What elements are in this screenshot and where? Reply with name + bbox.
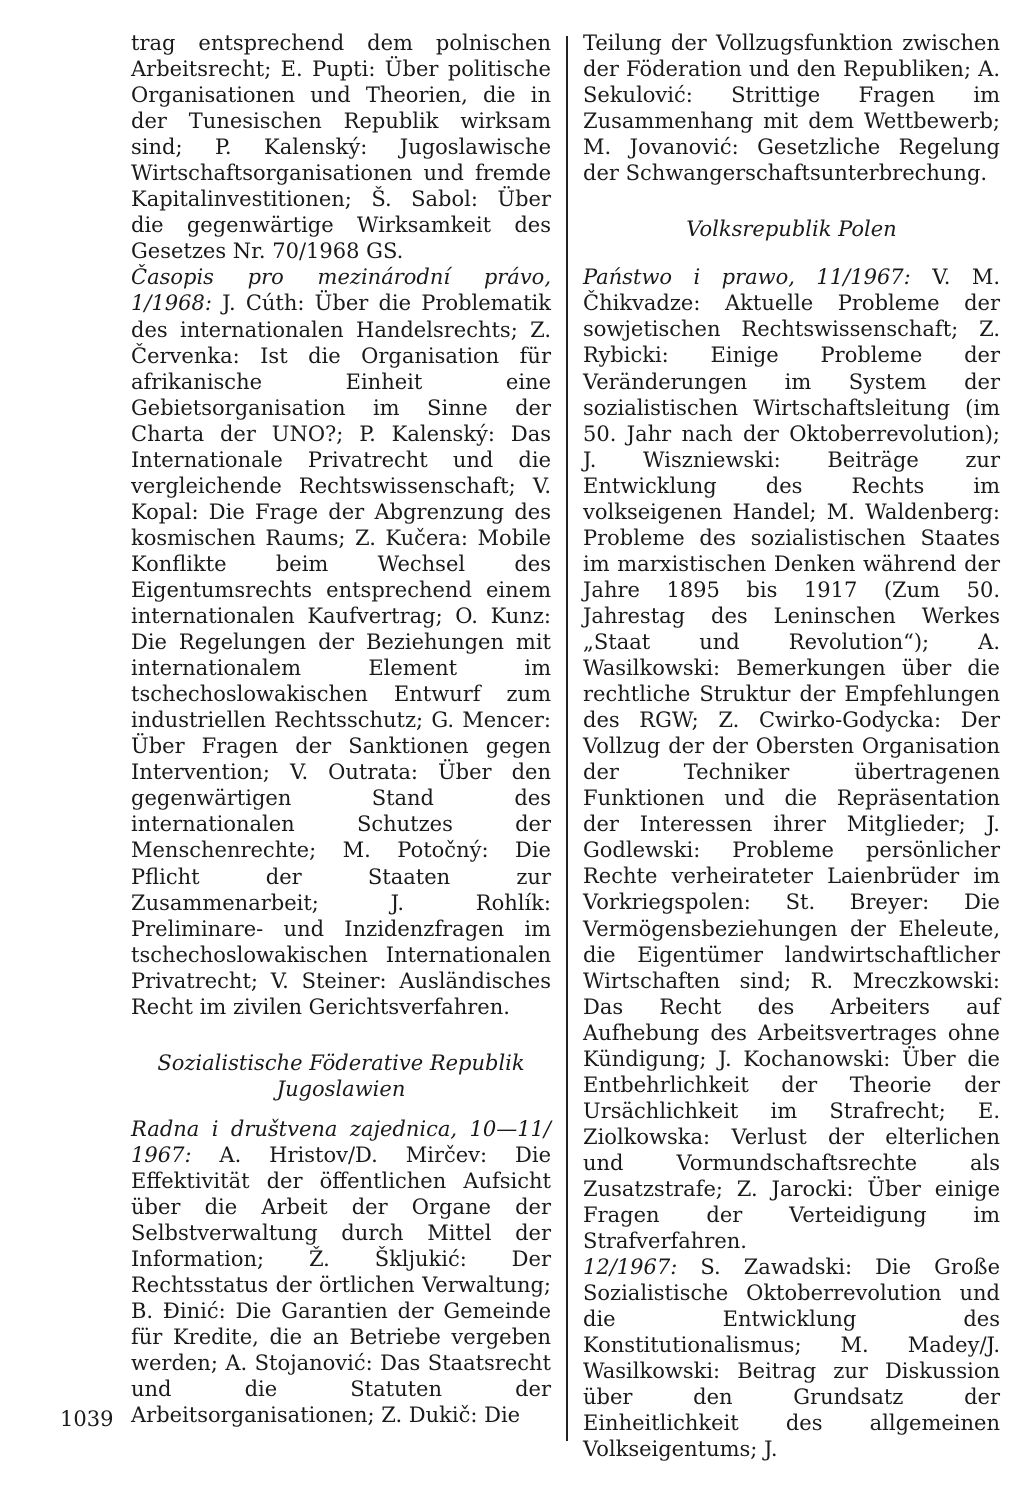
source-contents-radna: A. Hristov/D. Mirčev: Die Effektivität der öffentlichen Aufsicht über die Arbeit der Organe der Selbstverwaltung durch Mittel der Information; Ž. Škljukić: Der Rechtsstatus der örtlichen Verwaltung; B. Đinić: Die Garantien der Gemeinde für Kredite, die an Betriebe vergeben werden; A. Stojanović: Das Staatsrecht und die Statuten der Arbeitsorganisationen; Z. Dukič: Die xyxy=(131,1142,551,1428)
paragraph-radna xyxy=(131,1116,551,1429)
section-heading-polen: Volksrepublik Polen xyxy=(686,217,897,242)
paragraph-panstwo-11 xyxy=(583,264,1000,1254)
source-title-panstwo-11: Państwo i prawo, 11/1967: xyxy=(583,265,911,290)
source-contents-panstwo-11: V. M. Čhikvadze: Aktuelle Probleme der sowjetischen Rechtswissenschaft; Z. Rybicki: Einige Probleme der Veränderungen im System der sozialistischen Wirtschaftsleitung (im 50. Jahr nach der Oktoberrevolution); J. Wiszniewski: Beiträge zur Entwicklung des Rechts im volkseigenen Handel; M. Waldenberg: Probleme des sozialistischen Staates im marxistischen Denken während der Jahre 1895 bis 1917 (Zum 50. Jahrestag des Leninschen Werkes „Staat und Revolution“); A. Wasilkowski: Bemerkungen über die rechtliche Struktur der Empfehlungen des RGW; Z. Cwirko-Godycka: Der Vollzug der der Obersten Organisation der Techniker übertragenen Funktionen und die Repräsentation der Interessen ihrer Mitglieder; J. Godlewski: Probleme persönlicher Rechte verheirateter Laienbrüder im Vorkriegspolen: St. Breyer: Die Vermögensbeziehungen der Eheleute, die Eigentümer landwirtschaftlicher Wirtschaften sind; R. Mreczkowski: Das Recht des Arbeiters auf Aufhebung des Arbeitsvertrages ohne Kündigung; J. Kochanowski: Über die Entbehrlichkeit der Theorie der Ursächlichkeit im Strafrecht; E. Ziolkowska: Verlust der elterlichen und Vormundschaftsrechte als Zusatzstrafe; Z. Jarocki: Über einige Fragen der Verteidigung im Strafverfahren. xyxy=(583,265,1000,1254)
source-contents-panstwo-12: S. Zawadski: Die Große Sozialistische Oktoberrevolution und die Entwicklung des Konstitutionalismus; M. Madey/J. Wasilkowski: Beitrag zur Diskussion über den Grundsatz der Einheitlichkeit des allgemeinen Volkseigentums; J. xyxy=(583,1255,1000,1462)
paragraph-panstwo-12 xyxy=(583,1254,1000,1462)
section-heading-line2: Jugoslawien xyxy=(276,1076,406,1101)
source-title-casopis: Časopis pro mezinárodní právo, 1/1968: xyxy=(131,265,551,316)
column-divider xyxy=(566,36,568,1441)
section-heading-line1: Sozialistische Föderative Republik xyxy=(157,1050,525,1075)
source-title-panstwo-12: 12/1967: xyxy=(583,1255,678,1280)
source-contents-casopis: J. Cúth: Über die Problematik des internationalen Handelsrechts; Z. Červenka: Ist die Organisation für afrikanische Einheit eine Gebietsorganisation im Sinne der Charta der UNO?; P. Kalenský: Das Internationale Privatrecht und die vergleichende Rechtswissenschaft; V. Kopal: Die Frage der Abgrenzung des kosmischen Raums; Z. Kučera: Mobile Konflikte beim Wechsel des Eigentumsrechts entsprechend einem internationalen Kaufvertrag; O. Kunz: Die Regelungen der Beziehungen mit internationalem Element im tschechoslowakischen Entwurf zum industriellen Rechtsschutz; G. Mencer: Über Fragen der Sanktionen gegen Intervention; V. Outrata: Über den gegenwärtigen Stand des internationalen Schutzes der Menschenrechte; M. Potočný: Die Pflicht der Staaten zur Zusammenarbeit; J. Rohlík: Preliminare- und Inzidenzfragen im tschechoslowakischen Internationalen Privatrecht; V. Steiner: Ausländisches Recht im zivilen Gerichtsverfahren. xyxy=(131,291,551,1019)
paragraph-jugoslawien-continuation: Teilung der Vollzugsfunktion zwischen der Föderation und den Republiken; A. Sekulović: Strittige Fragen im Zusammenhang mit dem Wettbewerb; M. Jovanović: Gesetzliche Regelung der Schwangerschaftsunterbrechung. xyxy=(583,31,1000,186)
paragraph-continuation: trag entsprechend dem polnischen Arbeitsrecht; E. Pupti: Über politische Organisationen und Theorien, die in der Tunesischen Republik wirksam sind; P. Kalenský: Jugoslawische Wirtschaftsorganisationen und fremde Kapitalinvestitionen; Š. Sabol: Über die gegenwärtige Wirksamkeit des Gesetzes Nr. 70/1968 GS. xyxy=(131,31,551,264)
section-heading-jugoslawien xyxy=(131,1050,551,1102)
source-title-radna: Radna i društvena zajednica, 10—11/ 1967: xyxy=(131,1116,551,1167)
right-column xyxy=(583,30,1000,1462)
page-number: 1039 xyxy=(60,1407,114,1431)
left-column xyxy=(131,30,551,1428)
paragraph-casopis xyxy=(131,264,551,1019)
